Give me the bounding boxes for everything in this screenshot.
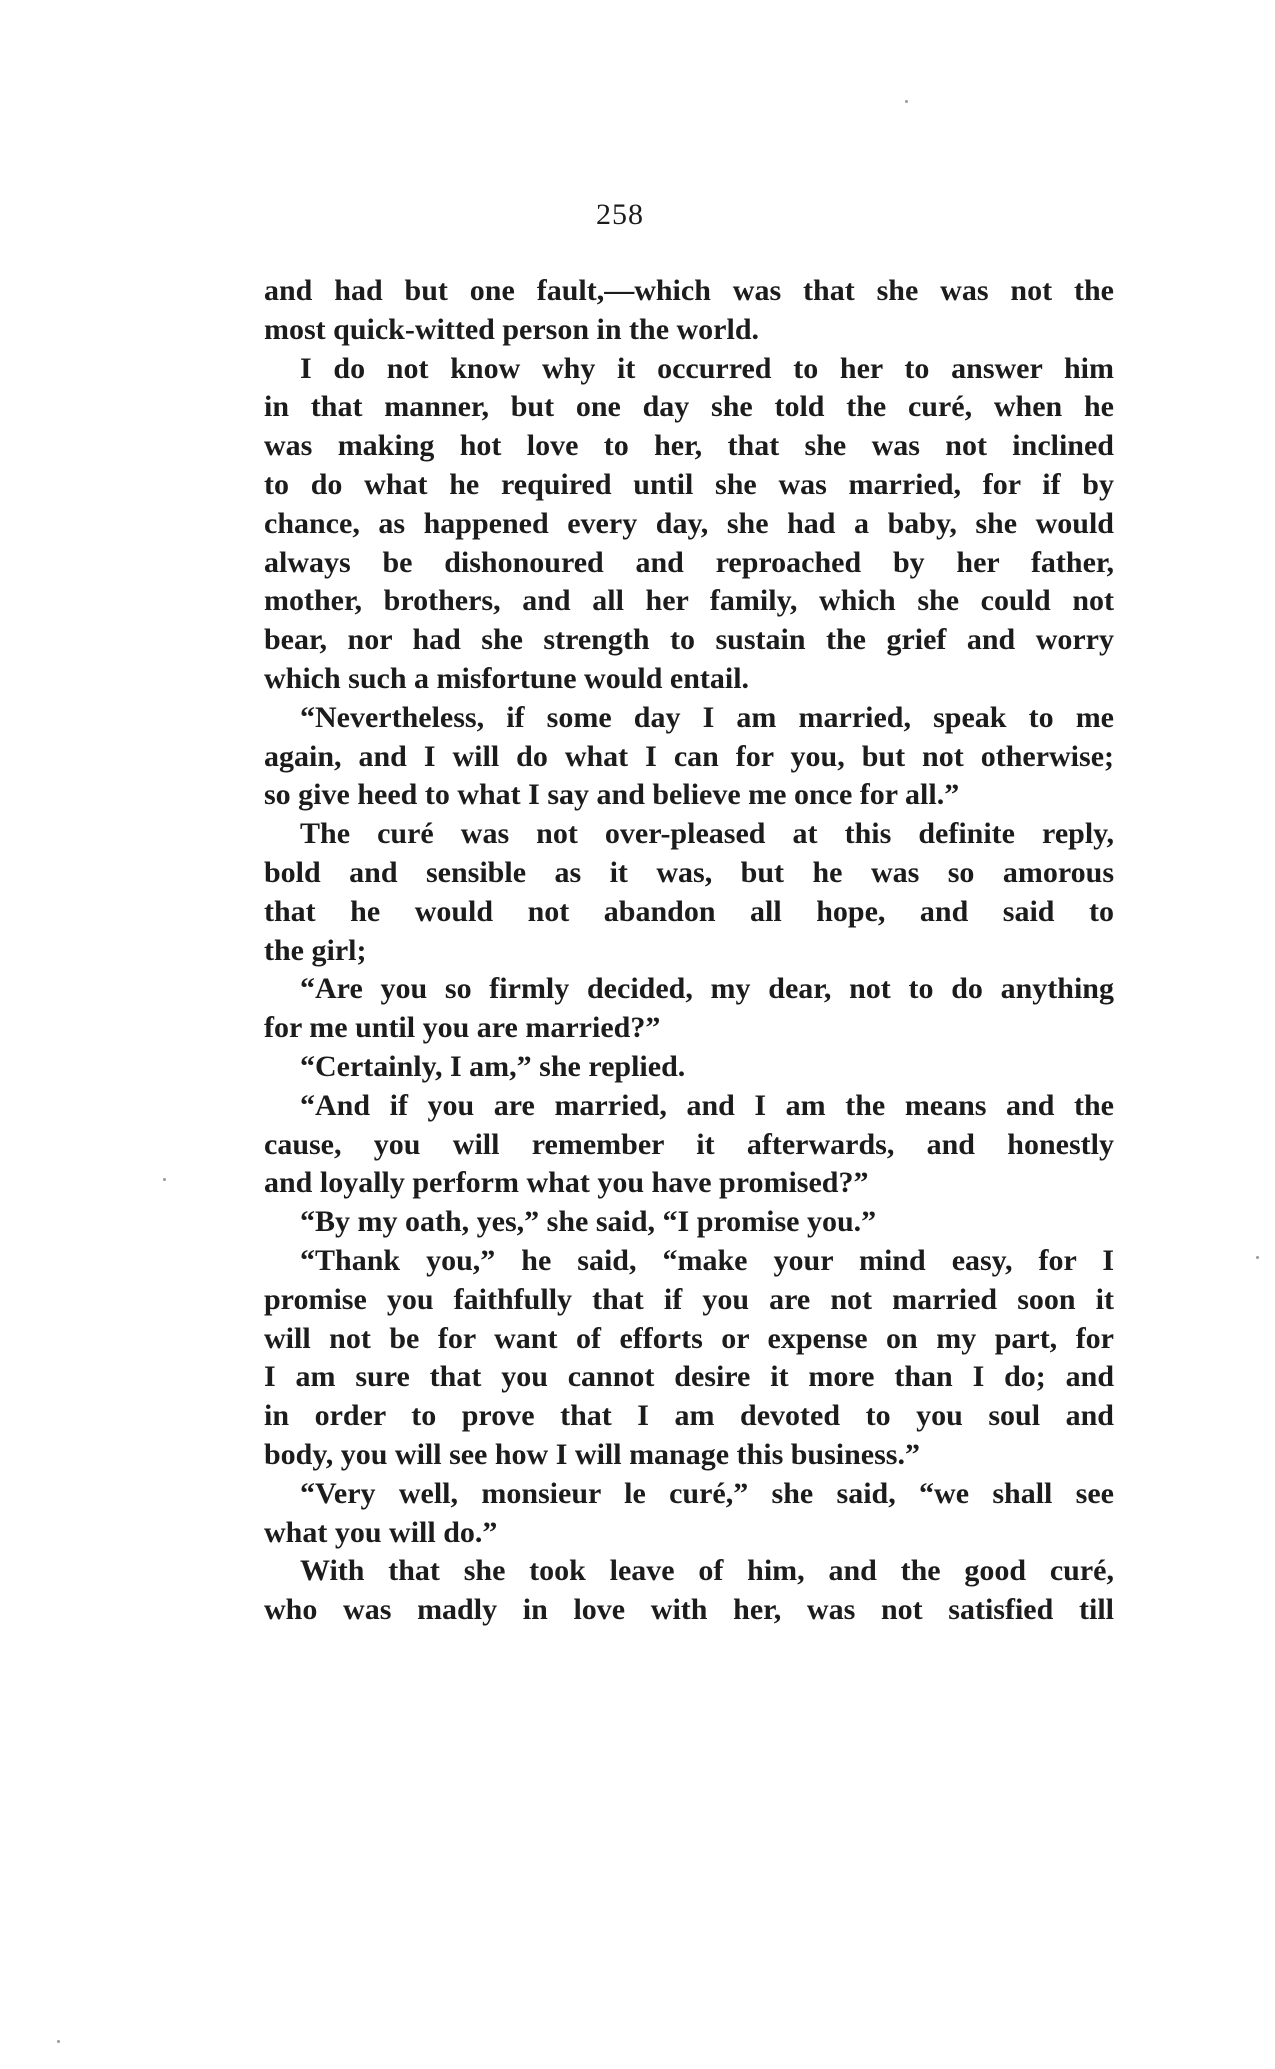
text-line: With that she took leave of him, and the good curé, xyxy=(300,1554,1114,1588)
text-line: chance, as happened every day, she had a baby, she would xyxy=(264,506,1114,540)
text-line: which such a misfortune would entail. xyxy=(264,661,750,695)
text-line: cause, you will remember it afterwards, and honestly xyxy=(264,1127,1114,1161)
text-line: “Certainly, I am,” she replied. xyxy=(300,1049,686,1083)
text-line: the girl; xyxy=(264,933,367,967)
text-line: I do not know why it occurred to her to answer him xyxy=(300,351,1114,385)
text-line: “Thank you,” he said, “make your mind easy, for I xyxy=(300,1243,1114,1277)
text-line: “By my oath, yes,” she said, “I promise you.” xyxy=(300,1205,877,1239)
text-line: that he would not abandon all hope, and said to xyxy=(264,894,1114,928)
text-line: and had but one fault,—which was that she was not the xyxy=(264,274,1114,307)
text-line: bold and sensible as it was, but he was so amorous xyxy=(264,855,1114,889)
text-line: again, and I will do what I can for you, but not otherwise; xyxy=(264,739,1114,773)
text-line: “Very well, monsieur le curé,” she said, “we shall see xyxy=(300,1476,1114,1510)
text-line: always be dishonoured and reproached by her father, xyxy=(264,545,1114,579)
text-line: body, you will see how I will manage this business.” xyxy=(264,1437,920,1471)
text-line: promise you faithfully that if you are not married soon it xyxy=(264,1282,1114,1316)
text-line: I am sure that you cannot desire it more than I do; and xyxy=(264,1360,1114,1394)
text-line: who was madly in love with her, was not satisfied till xyxy=(264,1593,1114,1627)
text-line: “Are you so firmly decided, my dear, not to do anything xyxy=(300,972,1114,1006)
scan-speck xyxy=(905,100,908,103)
text-line: for me until you are married?” xyxy=(264,1011,661,1045)
text-line: in order to prove that I am devoted to you soul and xyxy=(264,1399,1114,1433)
text-line: will not be for want of efforts or expense on my part, for xyxy=(264,1321,1114,1355)
text-line: most quick-witted person in the world. xyxy=(264,312,760,346)
text-line: “And if you are married, and I am the means and the xyxy=(300,1088,1114,1122)
scan-speck xyxy=(57,2040,60,2043)
text-line: bear, nor had she strength to sustain the grief and worry xyxy=(264,623,1114,657)
text-line: “Nevertheless, if some day I am married, speak to me xyxy=(300,700,1114,734)
text-line: was making hot love to her, that she was not inclined xyxy=(264,429,1114,463)
text-line: what you will do.” xyxy=(264,1515,498,1549)
text-line: in that manner, but one day she told the curé, when he xyxy=(264,390,1114,424)
text-line: mother, brothers, and all her family, which she could not xyxy=(264,584,1114,618)
text-line: The curé was not over-pleased at this definite reply, xyxy=(300,817,1114,851)
text-line: so give heed to what I say and believe me once for all.” xyxy=(264,778,960,812)
page-number: 258 xyxy=(596,198,644,231)
text-line: to do what he required until she was married, for if by xyxy=(264,467,1114,501)
scan-speck xyxy=(163,1178,166,1181)
body-text xyxy=(264,272,1114,1630)
text-line: and loyally perform what you have promised?” xyxy=(264,1166,869,1200)
scan-speck xyxy=(1256,1256,1259,1259)
